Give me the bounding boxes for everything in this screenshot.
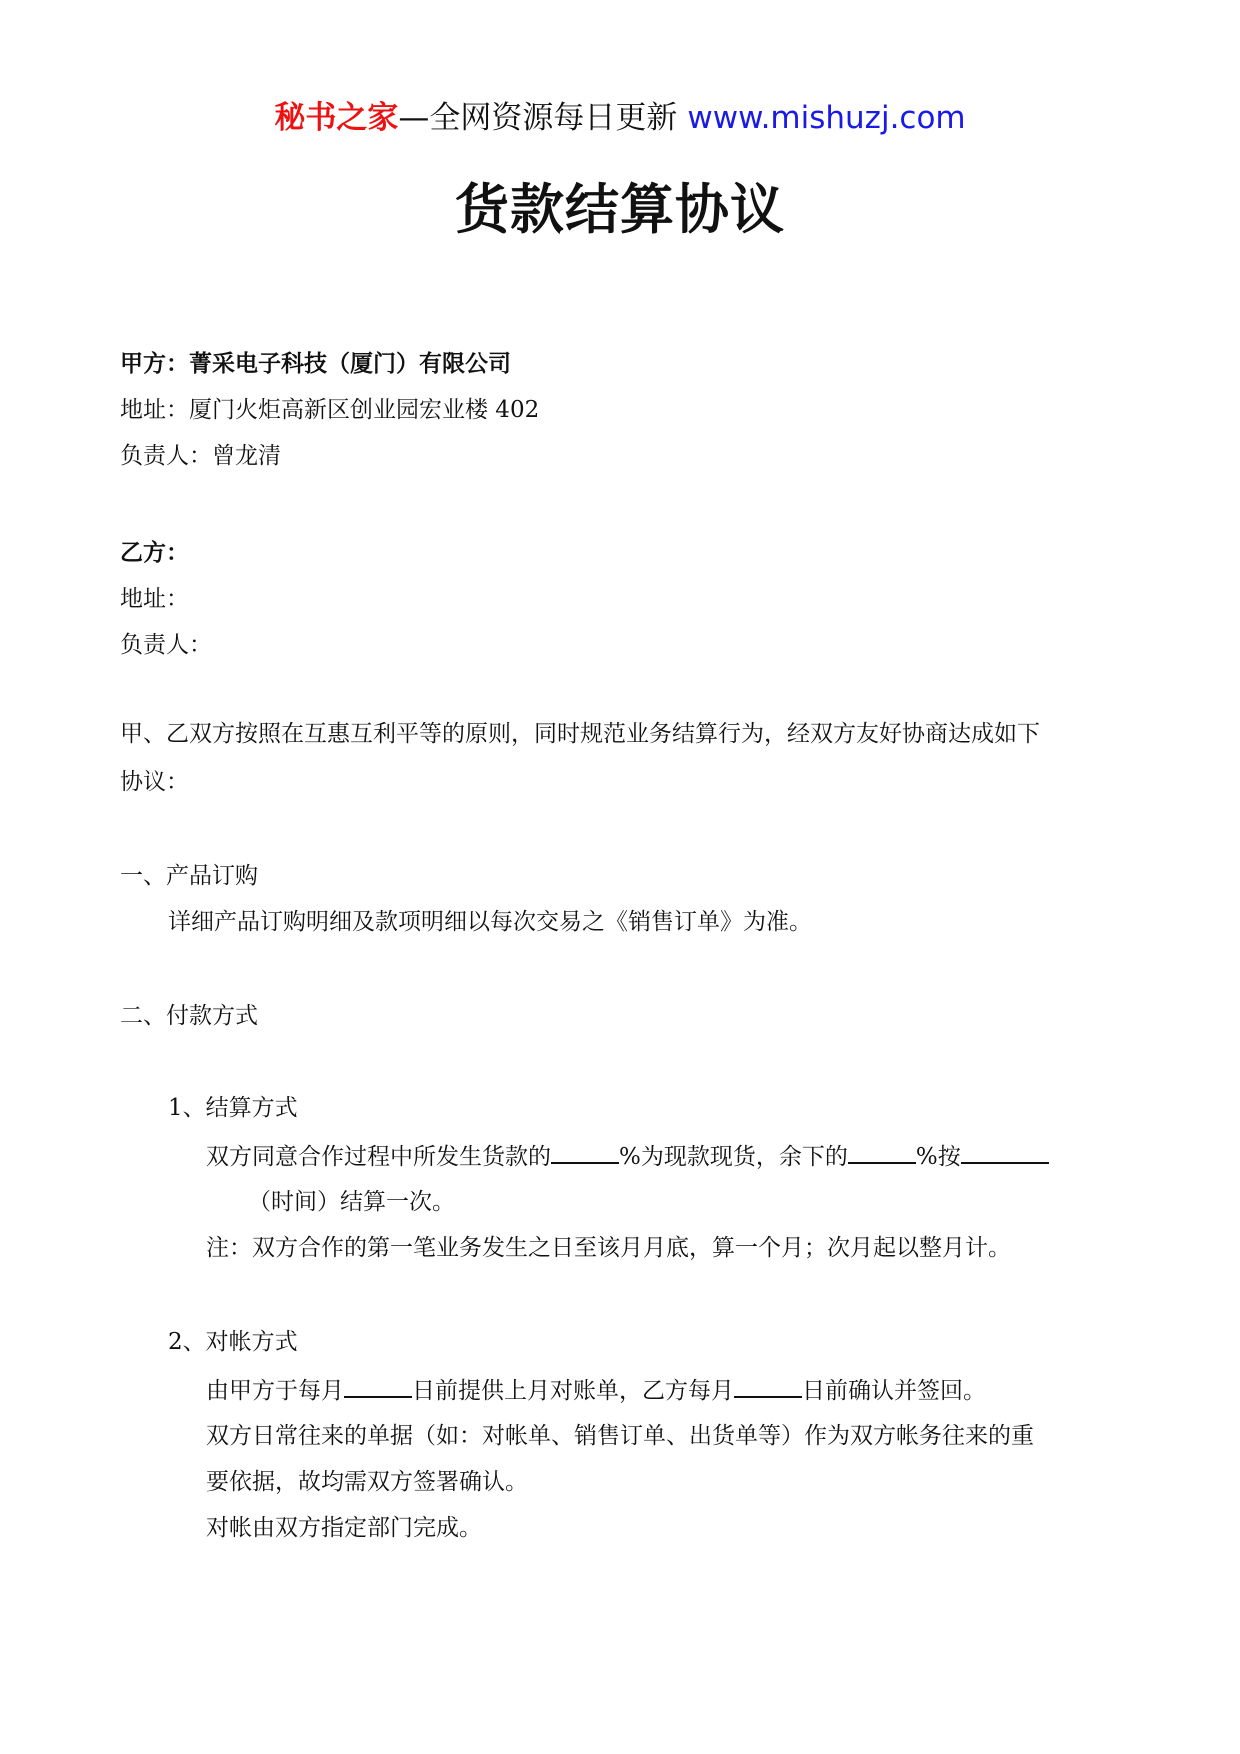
party-a-line — [120, 348, 511, 380]
settlement-text-3: %按 — [915, 1144, 961, 1170]
settlement-term-blank[interactable] — [961, 1138, 1049, 1164]
header-slogan: —全网资源每日更新 — [398, 100, 678, 136]
confirm-day-blank[interactable] — [734, 1372, 802, 1398]
party-b-label: 乙方： — [120, 540, 189, 566]
settlement-note: 注：双方合作的第一笔业务发生之日至该月月底，算一个月；次月起以整月计。 — [206, 1235, 1011, 1261]
party-a-label: 甲方： — [120, 351, 189, 377]
subsection-settlement-heading: 1、结算方式 — [168, 1095, 298, 1121]
reconciliation-paragraph-2-line-2: 要依据，故均需双方签署确认。 — [206, 1469, 528, 1495]
party-a-name: 菁采电子科技（厦门）有限公司 — [189, 351, 511, 377]
reconciliation-paragraph-1 — [206, 1372, 986, 1407]
reconciliation-paragraph-2-line-1: 双方日常往来的单据（如：对帐单、销售订单、出货单等）作为双方帐务往来的重 — [206, 1423, 1034, 1449]
settlement-paragraph — [206, 1138, 1049, 1173]
document-title: 货款结算协议 — [455, 178, 785, 241]
settlement-line-2: （时间）结算一次。 — [248, 1189, 455, 1215]
reconciliation-text-1: 由甲方于每月 — [206, 1378, 344, 1404]
settlement-text-1: 双方同意合作过程中所发生货款的 — [206, 1144, 551, 1170]
statement-day-blank[interactable] — [344, 1372, 412, 1398]
section-2-heading: 二、付款方式 — [120, 1003, 258, 1029]
intro-line-1: 甲、乙双方按照在互惠互利平等的原则，同时规范业务结算行为，经双方友好协商达成如下 — [120, 721, 1040, 747]
reconciliation-paragraph-3: 对帐由双方指定部门完成。 — [206, 1515, 482, 1541]
party-a-contact: 负责人：曾龙清 — [120, 443, 281, 469]
party-a-address: 地址：厦门火炬高新区创业园宏业楼 402 — [120, 397, 540, 423]
intro-line-2: 协议： — [120, 769, 189, 795]
cash-percent-blank[interactable] — [551, 1138, 619, 1164]
reconciliation-text-2: 日前提供上月对账单，乙方每月 — [412, 1378, 734, 1404]
settlement-text-2: %为现款现货，余下的 — [619, 1144, 848, 1170]
brand-name: 秘书之家 — [274, 100, 399, 136]
party-b-address: 地址： — [120, 586, 189, 612]
party-b-contact: 负责人： — [120, 632, 212, 658]
site-header — [0, 98, 1240, 138]
section-1-body: 详细产品订购明细及款项明细以每次交易之《销售订单》为准。 — [168, 909, 812, 935]
reconciliation-text-3: 日前确认并签回。 — [802, 1378, 986, 1404]
remaining-percent-blank[interactable] — [848, 1138, 916, 1164]
section-1-heading: 一、产品订购 — [120, 863, 258, 889]
site-link[interactable]: www.mishuzj.com — [687, 100, 966, 136]
subsection-reconciliation-heading: 2、对帐方式 — [168, 1329, 298, 1355]
